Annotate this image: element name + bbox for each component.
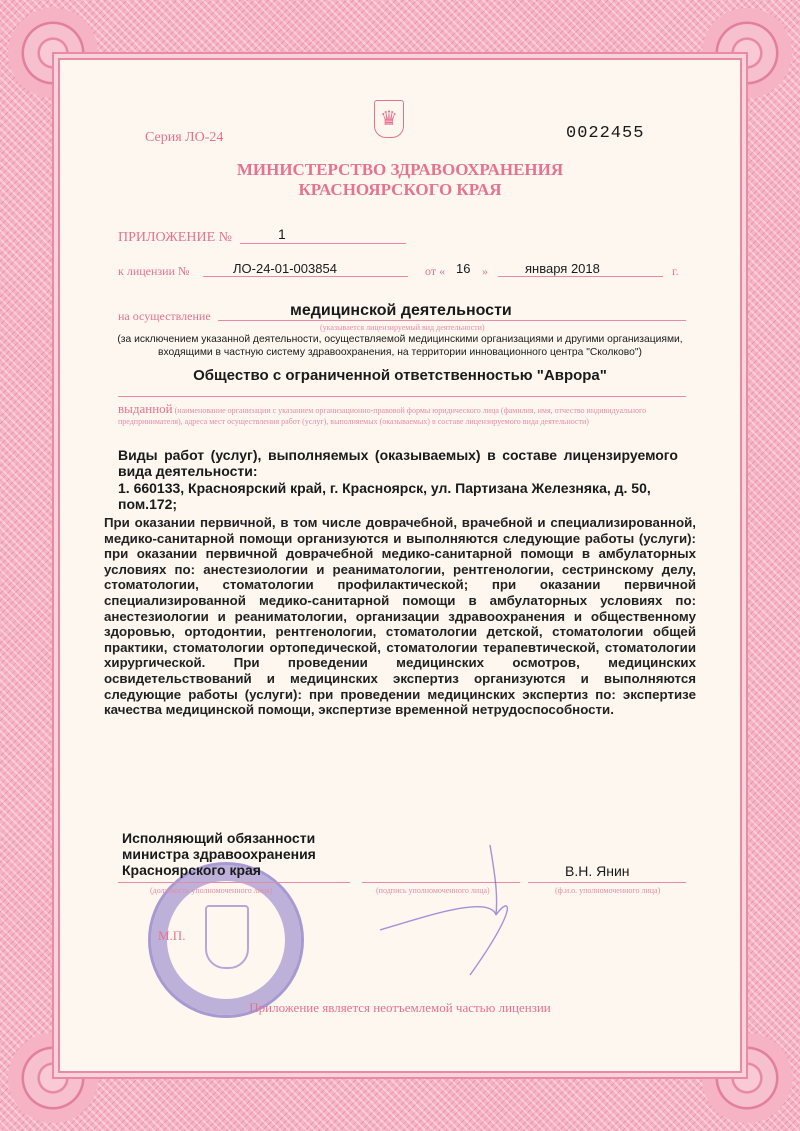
license-number: ЛО-24-01-003854 [233,261,337,276]
signatory-position [122,830,316,878]
activity-label: на осуществление [118,309,211,323]
year-suffix: г. [672,264,679,278]
license-label: к лицензии № [118,264,190,278]
exception-line1: (за исключением указанной деятельности, осуществляемой медицинскими организациями и другими организациями, [117,334,683,345]
name-caption: (ф.и.о. уполномоченного лица) [555,886,661,895]
issued-caption-text: (наименование организации с указанием организационно-правовой формы юридического лица (фамилия, имя, отчество индивидуального предпринимателя), адреса мест осуществления работ (услуг), выполняемых (оказываемых) в составе лицензируемого вида деятельности) [118,406,647,426]
signatory-name: В.Н. Янин [565,863,630,879]
ministry-title [0,160,800,200]
ministry-line2: КРАСНОЯРСКОГО КРАЯ [298,180,502,199]
license-day: 16 [456,261,471,276]
appendix-number: 1 [278,226,286,242]
coat-of-arms-icon: ♛ [374,100,404,138]
document-number: 0022455 [566,124,645,143]
footer-note: Приложение является неотъемлемой частью лицензии [249,1000,551,1015]
appendix-label: ПРИЛОЖЕНИЕ № [118,230,232,245]
date-from-label: от « [425,264,446,278]
issued-label: выданной [118,401,173,416]
date-quote: » [482,264,488,278]
works-text: При оказании первичной, в том числе доврачебной, врачебной и специализированной, медико-санитарной помощи организуются и выполняются следующие работы (услуги): при оказании первичной доврачебной медико-санитарной помощи в амбулаторных условиях по: анестезиологии и реаниматологии, рентгенологии, сестринскому делу, стоматологии, стоматологии профилактической; при оказании первичной специализированной медико-санитарной помощи в амбулаторных условиях по: анестезиологии и реаниматологии, организации здравоохранения и общественному здоровью, ортодонтии, рентгенологии, стоматологии детской, стоматологии общей практики, стоматологии ортопедической, стоматологии терапевтической, стоматологии хирургической. При проведении медицинских осмотров, медицинских освидетельствований и медицинских экспертиз организуются и выполняются следующие работы (услуги): при проведении медицинских экспертиз по: экспертизе качества медицинской помощи, экспертизе временной нетрудоспособности. [104,515,696,718]
handwritten-signature [370,835,550,985]
exception-line2: входящими в частную систему здравоохранения, на территории инновационного центра "Сколково") [158,347,642,358]
signature-caption: (подпись уполномоченного лица) [376,886,490,895]
works-address: 1. 660133, Красноярский край, г. Красноярск, ул. Партизана Железняка, д. 50, пом.172; [118,480,651,512]
position-line2: министра здравоохранения [122,846,316,862]
mp-label: М.П. [158,928,186,943]
exception-note [100,333,700,359]
organization-name: Общество с ограниченной ответственностью "Аврора" [193,367,607,384]
activity-caption: (указывается лицензируемый вид деятельности) [320,323,485,332]
activity-value: медицинской деятельности [290,302,512,319]
series-label: Серия ЛО-24 [145,130,224,145]
position-caption: (должность уполномоченного лица) [150,886,273,895]
position-line1: Исполняющий обязанности [122,830,316,846]
issued-caption [118,403,698,427]
ministry-line1: МИНИСТЕРСТВО ЗДРАВООХРАНЕНИЯ [236,160,564,179]
position-line3: Красноярского края [122,862,261,878]
license-month-year: января 2018 [525,261,600,276]
works-heading: Виды работ (услуг), выполняемых (оказываемых) в составе лицензируемого вида деятельности: [118,447,678,479]
